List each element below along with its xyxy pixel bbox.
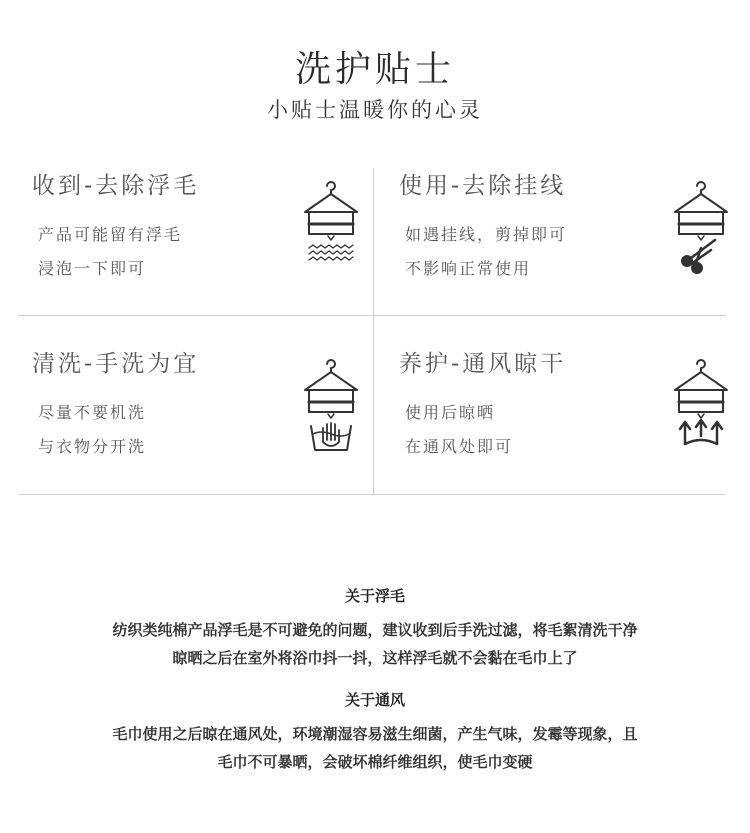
towel-hanger-airdry-icon bbox=[671, 356, 731, 456]
tip-title: 清洗-手洗为宜 bbox=[32, 351, 200, 377]
note-heading-ventilation: 关于通风 bbox=[344, 691, 405, 709]
note-line: 毛巾不可暴晒，会破坏棉纤维组织，使毛巾变硬 bbox=[217, 753, 533, 771]
tip-line: 产品可能留有浮毛 bbox=[38, 225, 183, 244]
note-line: 毛巾使用之后晾在通风处，环境潮湿容易滋生细菌，产生气味，发霉等现象，且 bbox=[112, 725, 638, 743]
tip-line: 与衣物分开洗 bbox=[38, 437, 147, 456]
note-line: 纺织类纯棉产品浮毛是不可避免的问题，建议收到后手洗过滤，将毛絮清洗干净 bbox=[112, 621, 638, 639]
note-line: 晾晒之后在室外将浴巾抖一抖，这样浮毛就不会黏在毛巾上了 bbox=[172, 649, 578, 667]
tip-card-air-dry bbox=[385, 346, 740, 493]
tip-line: 尽量不要机洗 bbox=[38, 403, 147, 422]
towel-hanger-soak-icon bbox=[301, 178, 361, 278]
grid-divider-bottom bbox=[18, 494, 726, 495]
tip-line: 如遇挂线，剪掉即可 bbox=[405, 225, 568, 244]
care-tips-grid bbox=[18, 168, 726, 495]
tip-line: 使用后晾晒 bbox=[405, 403, 496, 422]
tip-line: 在通风处即可 bbox=[405, 437, 514, 456]
care-notes bbox=[0, 585, 750, 779]
page-subtitle: 小贴士温暖你的心灵 bbox=[267, 98, 483, 122]
tip-title: 收到-去除浮毛 bbox=[32, 173, 200, 199]
note-heading-lint: 关于浮毛 bbox=[344, 587, 405, 605]
grid-divider-vertical bbox=[373, 168, 374, 494]
towel-hanger-scissors-icon bbox=[671, 178, 731, 278]
tip-card-remove-lint bbox=[18, 168, 373, 315]
tip-title: 使用-去除挂线 bbox=[399, 173, 567, 199]
tip-line: 浸泡一下即可 bbox=[38, 259, 147, 278]
tip-card-hand-wash bbox=[18, 346, 373, 493]
towel-hanger-handwash-icon bbox=[301, 356, 361, 456]
tip-title: 养护-通风晾干 bbox=[399, 351, 567, 377]
page-title: 洗护贴士 bbox=[294, 49, 455, 90]
tip-line: 不影响正常使用 bbox=[405, 259, 532, 278]
grid-divider-horizontal bbox=[18, 315, 726, 316]
tip-card-remove-threads bbox=[385, 168, 740, 315]
